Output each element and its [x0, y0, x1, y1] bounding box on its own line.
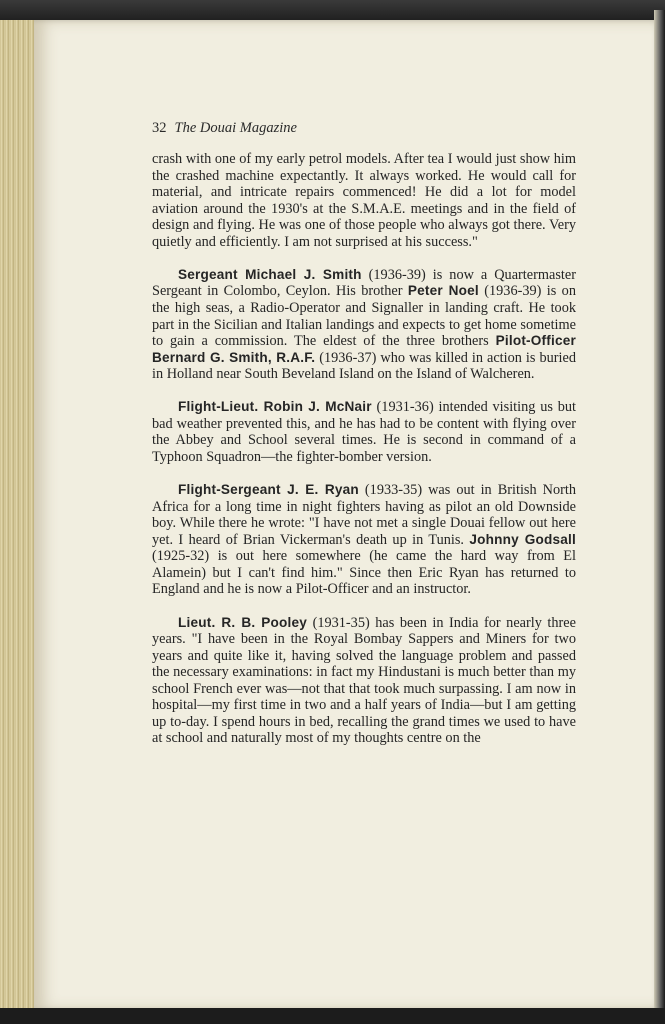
paragraph: [152, 267, 576, 383]
text-run: (1936-39) is on the high seas, a Radio-Operator and Signaller in landing craft. He took part in the Sicilian and Italian landings and expects to get home sometime to gain a commission. The eldest of the three brothers: [152, 283, 576, 350]
text-run: (1931-35) has been in India for nearly three years. "I have been in the Royal Bombay Sappers and Miners for two years and quite like it, having solved the language problem and passed the necessary examinations: in fact my Hindustani is much better than my school French ever was—not that that took much surpassing. I am now in hospital—my first time in two and a half years of India—but I am getting up to-day. I spend hours in bed, recalling the grand times we used to have at school and naturally most of my thoughts centre on the: [152, 614, 576, 747]
person-name: Pilot-Officer Bernard G. Smith, R.A.F.: [152, 333, 576, 365]
scan-background-top: [0, 0, 665, 22]
person-name: Flight-Sergeant J. E. Ryan: [178, 482, 359, 498]
text-run: crash with one of my early petrol models. After tea I would just show him the crashed machine expectantly. It always worked. He would call for material, and intricate repairs commenced! He did a lot for model aviation around the 1930's at the S.M.A.E. meetings and in the field of design and flying. He was one of those people who always got there. Very quietly and efficiently. I am not surprised at his success.": [152, 151, 576, 250]
person-name: Lieut. R. B. Pooley: [178, 614, 308, 630]
magazine-title: The Douai Magazine: [174, 120, 297, 136]
person-name: Peter Noel: [407, 283, 479, 299]
running-header: [152, 120, 297, 137]
paragraph: [152, 151, 576, 250]
paragraph: [152, 615, 576, 747]
person-name: Flight-Lieut. Robin J. McNair: [178, 399, 372, 415]
paragraph: [152, 482, 576, 598]
paragraph: [152, 399, 576, 465]
scan-background-bottom: [0, 1008, 665, 1024]
text-run: (1936-39) is now a Quartermaster Sergeant in Colombo, Ceylon. His brother: [152, 266, 576, 300]
person-name: Sergeant Michael J. Smith: [178, 266, 362, 282]
text-run: (1931-36) intended visiting us but bad weather prevented this, and he has had to be content with flying over the Abbey and School several times. He is second in command of a Typhoon Squadron—the fighter-bomber version.: [152, 399, 576, 465]
article-body: [152, 151, 576, 763]
text-run: (1933-35) was out in British North Africa for a long time in night fighters having as pilot an old Downside boy. While there he wrote: "I have not met a single Douai fellow out here yet. I heard of Brian Vickerman's death up in Tunis.: [152, 482, 576, 548]
book-spine-edge: [654, 10, 665, 1014]
text-run: (1925-32) is out here somewhere (he came the hard way from El Alamein) but I can't find him." Since then Eric Ryan has returned to England and he is now a Pilot-Officer and an instructor.: [152, 548, 576, 598]
person-name: Johnny Godsall: [469, 531, 576, 547]
page-number: 32: [152, 120, 167, 136]
text-run: (1936-37) who was killed in action is buried in Holland near South Beveland Island on the Island of Walcheren.: [152, 349, 577, 383]
